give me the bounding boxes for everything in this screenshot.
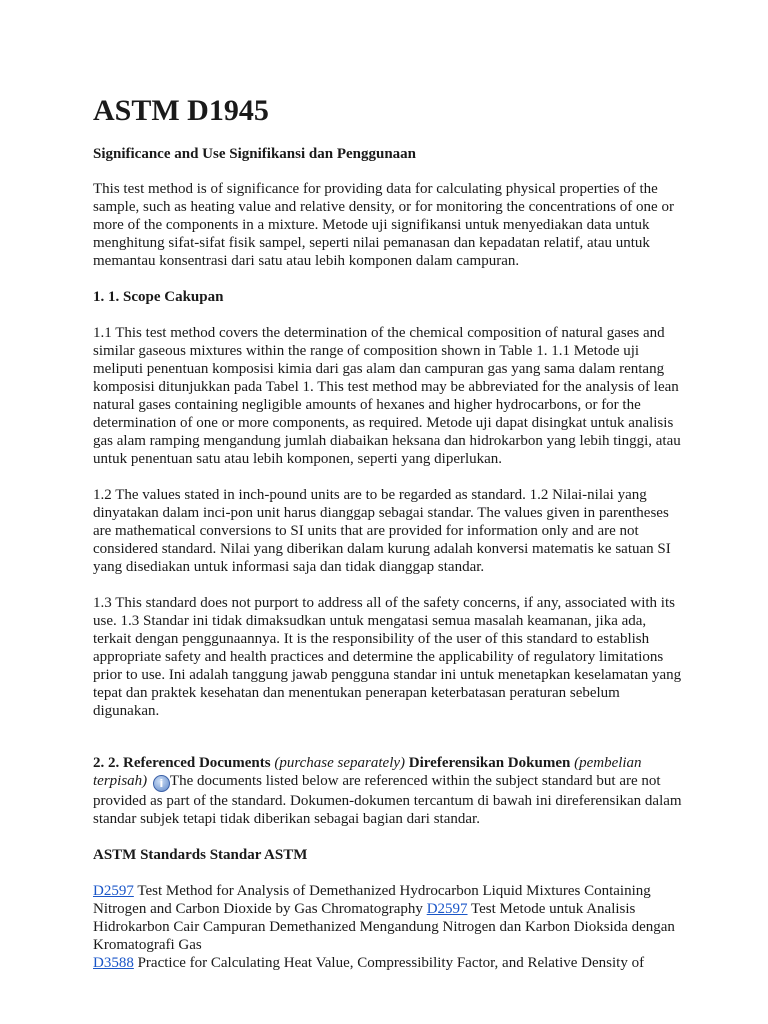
significance-heading: Significance and Use Signifikansi dan Penggunaan <box>93 146 417 162</box>
significance-paragraph: This test method is of significance for providing data for calculating physical properties of the sample, such as heating value and relative density, or for monitoring the concentrations of one or more of the components in a mixture. Metode uji signifikansi untuk menyediakan data untuk menghitung sifat-sifat fisik sampel, seperti nilai pemanasan dan kepadatan relatif, atau untuk memantau konsentrasi dari satu atau lebih komponen dalam campuran. <box>93 181 674 269</box>
scope-paragraph-1-3: 1.3 This standard does not purport to address all of the safety concerns, if any, associated with its use. 1.3 Standar ini tidak dimaksudkan untuk mengatasi semua masalah keamanan, jika ada, terkait dengan penggunaannya. It is the responsibility of the user of this standard to establish appropriate safety and health practices and determine the applicability of regulatory limitations prior to use. Ini adalah tanggung jawab pengguna standar ini untuk menetapkan keselamatan yang tepat dan praktek kesehatan dan menentukan penerapan keterbatasan peraturan sebelum digunakan. <box>93 595 682 719</box>
reference-d2597 <box>93 882 683 954</box>
d2597-title-en: Test Method for Analysis of Demethanized Hydrocarbon Liquid Mixtures Containing Nitrogen and Carbon Dioxide by Gas Chromatography <box>93 883 651 917</box>
d2597-title-id: Test Metode untuk Analisis Hidrokarbon Cair Campuran Demethanized Mengandung Nitrogen dan Karbon Dioksida dengan Kromatografi Gas <box>93 901 675 953</box>
d2597-link-id[interactable]: D2597 <box>426 901 468 917</box>
document-page <box>93 94 683 972</box>
d3588-title-en: Practice for Calculating Heat Value, Compressibility Factor, and Relative Density of <box>137 955 645 971</box>
d3588-link[interactable]: D3588 <box>93 955 134 971</box>
referenced-heading: 2. 2. Referenced Documents <box>93 755 271 771</box>
info-icon[interactable]: i <box>153 775 170 792</box>
reference-d3588 <box>93 954 683 972</box>
scope-paragraph-1-1: 1.1 This test method covers the determination of the chemical composition of natural gases and similar gaseous mixtures within the range of composition shown in Table 1. 1.1 Metode uji meliputi penentuan komposisi kimia dari gas alam dan campuran gas yang sama dalam rentang komposisi ditunjukkan pada Tabel 1. This test method may be abbreviated for the analysis of lean natural gases containing negligible amounts of hexanes and higher hydrocarbons, or for the determination of one or more components, as required. Metode uji dapat disingkat untuk analisis gas alam ramping mengandung jumlah diabaikan heksana dan hidrokarbon yang lebih tinggi, atau untuk penentuan satu atau lebih komponen, seperti yang diperlukan. <box>93 325 681 467</box>
referenced-heading-id: Direferensikan Dokumen <box>408 755 571 771</box>
referenced-body: The documents listed below are referenced within the subject standard but are not provided as part of the standard. Dokumen-dokumen tercantum di bawah ini direferensikan dalam standar subjek tetapi tidak diberikan sebagai bagian dari standar. <box>93 773 682 827</box>
astm-standards-heading: ASTM Standards Standar ASTM <box>93 847 308 863</box>
page-title: ASTM D1945 <box>93 94 269 127</box>
referenced-heading-note: (purchase separately) <box>274 755 406 771</box>
scope-heading: 1. 1. Scope Cakupan <box>93 289 224 305</box>
referenced-heading-id-note: (pembelian terpisah) <box>93 755 642 789</box>
d2597-link[interactable]: D2597 <box>93 883 134 899</box>
scope-paragraph-1-2: 1.2 The values stated in inch-pound units are to be regarded as standard. 1.2 Nilai-nilai yang dinyatakan dalam inci-pon unit harus dianggap sebagai standar. The values given in parentheses are mathematical conversions to SI units that are provided for information only and are not considered standard. Nilai yang diberikan dalam kurung adalah konversi matematis ke satuan SI yang disediakan untuk informasi saja dan tidak dianggap standar. <box>93 487 671 575</box>
referenced-documents-paragraph <box>93 754 683 828</box>
